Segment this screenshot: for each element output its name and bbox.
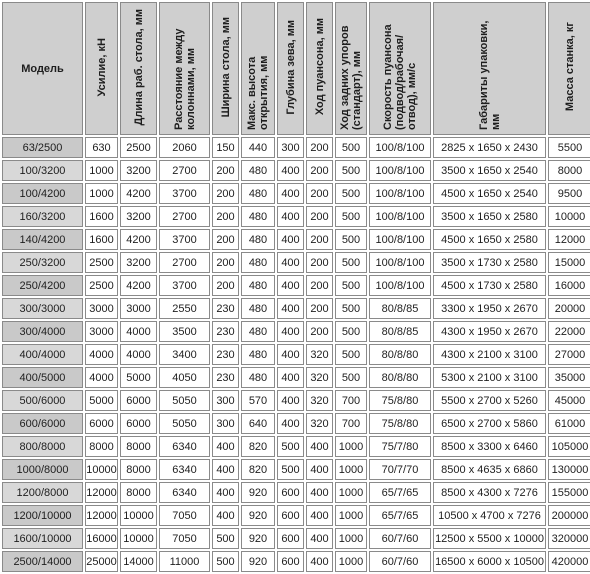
cell-max-open-height: 480 [241,298,275,319]
header-machine-mass: Масса станка, кг [548,2,590,135]
cell-throat-depth: 400 [277,229,304,250]
cell-table-length: 8000 [120,459,157,480]
cell-max-open-height: 480 [241,344,275,365]
cell-machine-mass: 20000 [548,298,590,319]
cell-table-length: 3200 [120,160,157,181]
cell-max-open-height: 480 [241,160,275,181]
cell-force: 630 [85,137,118,158]
table-row [2,413,590,434]
cell-punch-speed: 70/7/70 [369,459,431,480]
cell-model: 600/6000 [2,413,83,434]
cell-table-width: 300 [212,390,239,411]
table-row [2,436,590,457]
cell-machine-mass: 16000 [548,275,590,296]
cell-package-dimensions: 3300 x 1950 x 2670 [433,298,546,319]
cell-table-width: 200 [212,275,239,296]
cell-table-length: 8000 [120,436,157,457]
cell-machine-mass: 35000 [548,367,590,388]
cell-punch-stroke: 200 [306,160,333,181]
cell-throat-depth: 400 [277,390,304,411]
cell-package-dimensions: 16500 x 6000 x 10500 [433,551,546,572]
cell-column-distance: 2700 [159,206,210,227]
cell-punch-speed: 80/8/85 [369,321,431,342]
cell-table-width: 200 [212,183,239,204]
cell-throat-depth: 400 [277,160,304,181]
cell-max-open-height: 820 [241,436,275,457]
cell-punch-speed: 75/8/80 [369,413,431,434]
cell-table-width: 230 [212,344,239,365]
cell-punch-speed: 100/8/100 [369,206,431,227]
cell-machine-mass: 105000 [548,436,590,457]
cell-throat-depth: 400 [277,183,304,204]
cell-backgauge-travel: 500 [335,183,367,204]
header-max-open-height: Макс. высота открытия, мм [241,2,275,135]
cell-backgauge-travel: 500 [335,275,367,296]
cell-model: 250/4200 [2,275,83,296]
cell-machine-mass: 155000 [548,482,590,503]
cell-column-distance: 7050 [159,505,210,526]
header-throat-depth: Глубина зева, мм [277,2,304,135]
cell-package-dimensions: 5300 x 2100 x 3100 [433,367,546,388]
cell-table-length: 3200 [120,252,157,273]
cell-punch-stroke: 200 [306,229,333,250]
header-punch-stroke: Ход пуансона, мм [306,2,333,135]
cell-table-width: 200 [212,206,239,227]
cell-package-dimensions: 4500 x 1650 x 2540 [433,183,546,204]
cell-force: 4000 [85,344,118,365]
cell-machine-mass: 8000 [548,160,590,181]
cell-package-dimensions: 6500 x 2700 x 5860 [433,413,546,434]
cell-machine-mass: 130000 [548,459,590,480]
cell-table-width: 230 [212,298,239,319]
cell-punch-stroke: 200 [306,183,333,204]
cell-column-distance: 6340 [159,482,210,503]
cell-punch-speed: 80/8/80 [369,344,431,365]
cell-model: 1000/8000 [2,459,83,480]
cell-throat-depth: 600 [277,551,304,572]
table-row [2,137,590,158]
cell-machine-mass: 22000 [548,321,590,342]
cell-machine-mass: 420000 [548,551,590,572]
cell-table-width: 400 [212,505,239,526]
cell-force: 16000 [85,528,118,549]
cell-backgauge-travel: 1000 [335,528,367,549]
cell-model: 100/3200 [2,160,83,181]
cell-model: 300/3000 [2,298,83,319]
cell-package-dimensions: 4300 x 1950 x 2670 [433,321,546,342]
cell-backgauge-travel: 500 [335,344,367,365]
header-column-distance: Расстояние между колоннами, мм [159,2,210,135]
cell-column-distance: 3700 [159,183,210,204]
cell-table-width: 300 [212,413,239,434]
cell-column-distance: 3700 [159,275,210,296]
cell-throat-depth: 400 [277,252,304,273]
cell-punch-speed: 100/8/100 [369,160,431,181]
cell-punch-speed: 100/8/100 [369,137,431,158]
cell-backgauge-travel: 700 [335,413,367,434]
cell-force: 2500 [85,252,118,273]
cell-model: 2500/14000 [2,551,83,572]
cell-punch-speed: 65/7/65 [369,482,431,503]
cell-machine-mass: 12000 [548,229,590,250]
cell-model: 400/4000 [2,344,83,365]
cell-table-length: 10000 [120,505,157,526]
cell-force: 12000 [85,505,118,526]
cell-table-width: 150 [212,137,239,158]
table-row [2,298,590,319]
cell-table-width: 400 [212,459,239,480]
cell-punch-stroke: 400 [306,436,333,457]
cell-throat-depth: 300 [277,137,304,158]
cell-force: 12000 [85,482,118,503]
cell-punch-speed: 80/8/80 [369,367,431,388]
cell-max-open-height: 920 [241,505,275,526]
cell-package-dimensions: 8500 x 3300 x 6460 [433,436,546,457]
cell-column-distance: 3400 [159,344,210,365]
cell-table-length: 4000 [120,321,157,342]
cell-throat-depth: 600 [277,528,304,549]
cell-punch-stroke: 320 [306,390,333,411]
cell-table-width: 200 [212,252,239,273]
cell-table-length: 4200 [120,275,157,296]
cell-backgauge-travel: 500 [335,298,367,319]
cell-model: 400/5000 [2,367,83,388]
table-row [2,482,590,503]
cell-model: 1200/10000 [2,505,83,526]
cell-table-length: 8000 [120,482,157,503]
cell-machine-mass: 10000 [548,206,590,227]
cell-table-length: 6000 [120,413,157,434]
cell-model: 1200/8000 [2,482,83,503]
table-row [2,160,590,181]
cell-punch-stroke: 400 [306,528,333,549]
cell-package-dimensions: 10500 x 4700 x 7276 [433,505,546,526]
cell-force: 6000 [85,413,118,434]
cell-backgauge-travel: 1000 [335,482,367,503]
cell-machine-mass: 200000 [548,505,590,526]
cell-punch-stroke: 400 [306,505,333,526]
table-row [2,229,590,250]
cell-max-open-height: 920 [241,528,275,549]
cell-throat-depth: 600 [277,482,304,503]
cell-punch-stroke: 200 [306,298,333,319]
cell-machine-mass: 45000 [548,390,590,411]
cell-punch-speed: 60/7/60 [369,551,431,572]
cell-punch-stroke: 400 [306,551,333,572]
cell-max-open-height: 920 [241,482,275,503]
cell-backgauge-travel: 1000 [335,459,367,480]
cell-table-length: 14000 [120,551,157,572]
cell-throat-depth: 400 [277,275,304,296]
cell-force: 1000 [85,183,118,204]
cell-backgauge-travel: 500 [335,137,367,158]
cell-package-dimensions: 4500 x 1650 x 2580 [433,229,546,250]
cell-model: 160/3200 [2,206,83,227]
cell-backgauge-travel: 700 [335,390,367,411]
cell-package-dimensions: 4500 x 1730 x 2580 [433,275,546,296]
cell-package-dimensions: 8500 x 4635 x 6860 [433,459,546,480]
cell-punch-stroke: 200 [306,252,333,273]
cell-backgauge-travel: 500 [335,206,367,227]
table-row [2,275,590,296]
cell-package-dimensions: 3500 x 1650 x 2540 [433,160,546,181]
cell-punch-speed: 75/7/80 [369,436,431,457]
header-table-width: Ширина стола, мм [212,2,239,135]
cell-model: 1600/10000 [2,528,83,549]
cell-column-distance: 2700 [159,160,210,181]
cell-table-width: 230 [212,367,239,388]
cell-machine-mass: 61000 [548,413,590,434]
cell-throat-depth: 400 [277,206,304,227]
table-row [2,344,590,365]
cell-table-length: 3000 [120,298,157,319]
cell-punch-speed: 75/8/80 [369,390,431,411]
header-model: Модель [2,2,83,135]
table-row [2,183,590,204]
cell-punch-stroke: 200 [306,321,333,342]
cell-table-length: 4200 [120,183,157,204]
cell-table-width: 400 [212,436,239,457]
header-backgauge-travel: Ход задних упоров (стандарт), мм [335,2,367,135]
cell-column-distance: 5050 [159,390,210,411]
cell-package-dimensions: 3500 x 1650 x 2580 [433,206,546,227]
cell-machine-mass: 27000 [548,344,590,365]
cell-max-open-height: 480 [241,229,275,250]
cell-throat-depth: 500 [277,436,304,457]
cell-machine-mass: 9500 [548,183,590,204]
cell-max-open-height: 480 [241,321,275,342]
cell-max-open-height: 480 [241,252,275,273]
cell-backgauge-travel: 1000 [335,551,367,572]
cell-backgauge-travel: 1000 [335,505,367,526]
cell-table-length: 2500 [120,137,157,158]
cell-column-distance: 6340 [159,436,210,457]
header-table-length: Длина раб. стола, мм [120,2,157,135]
cell-package-dimensions: 4300 x 2100 x 3100 [433,344,546,365]
cell-column-distance: 3700 [159,229,210,250]
cell-max-open-height: 480 [241,206,275,227]
cell-force: 8000 [85,436,118,457]
cell-punch-stroke: 200 [306,275,333,296]
cell-force: 1600 [85,206,118,227]
cell-column-distance: 4050 [159,367,210,388]
cell-max-open-height: 480 [241,183,275,204]
cell-force: 3000 [85,298,118,319]
cell-max-open-height: 640 [241,413,275,434]
cell-table-width: 400 [212,482,239,503]
cell-model: 800/8000 [2,436,83,457]
cell-punch-stroke: 200 [306,137,333,158]
table-row [2,505,590,526]
cell-column-distance: 5050 [159,413,210,434]
cell-punch-stroke: 320 [306,344,333,365]
cell-model: 250/3200 [2,252,83,273]
cell-force: 1600 [85,229,118,250]
cell-table-width: 500 [212,528,239,549]
cell-force: 25000 [85,551,118,572]
cell-column-distance: 7050 [159,528,210,549]
cell-column-distance: 3500 [159,321,210,342]
cell-force: 4000 [85,367,118,388]
cell-table-width: 200 [212,160,239,181]
cell-table-width: 230 [212,321,239,342]
cell-punch-stroke: 320 [306,367,333,388]
cell-table-width: 500 [212,551,239,572]
header-row [2,2,590,135]
header-punch-speed: Скорость пуансона (подвод/рабочая/отвод), мм/с [369,2,431,135]
table-row [2,252,590,273]
cell-machine-mass: 320000 [548,528,590,549]
cell-package-dimensions: 12500 x 5500 x 10000 [433,528,546,549]
cell-throat-depth: 400 [277,344,304,365]
table-row [2,459,590,480]
cell-package-dimensions: 2825 x 1650 x 2430 [433,137,546,158]
header-package-dimensions: Габариты упаковки, мм [433,2,546,135]
cell-punch-stroke: 400 [306,482,333,503]
cell-max-open-height: 480 [241,275,275,296]
cell-force: 10000 [85,459,118,480]
cell-model: 300/4000 [2,321,83,342]
cell-table-length: 4000 [120,344,157,365]
table-row [2,390,590,411]
cell-table-length: 4200 [120,229,157,250]
spec-table-body [2,137,590,572]
table-row [2,367,590,388]
cell-force: 5000 [85,390,118,411]
cell-package-dimensions: 3500 x 1730 x 2580 [433,252,546,273]
cell-backgauge-travel: 500 [335,229,367,250]
cell-punch-speed: 60/7/60 [369,528,431,549]
cell-max-open-height: 480 [241,367,275,388]
cell-punch-stroke: 400 [306,459,333,480]
cell-max-open-height: 820 [241,459,275,480]
cell-force: 3000 [85,321,118,342]
cell-punch-stroke: 200 [306,206,333,227]
table-row [2,321,590,342]
cell-throat-depth: 500 [277,459,304,480]
cell-force: 2500 [85,275,118,296]
cell-model: 100/4200 [2,183,83,204]
cell-punch-stroke: 320 [306,413,333,434]
cell-model: 500/6000 [2,390,83,411]
header-force: Усилие, кН [85,2,118,135]
cell-punch-speed: 80/8/85 [369,298,431,319]
cell-column-distance: 6340 [159,459,210,480]
cell-throat-depth: 400 [277,321,304,342]
table-row [2,528,590,549]
cell-max-open-height: 920 [241,551,275,572]
cell-punch-speed: 100/8/100 [369,275,431,296]
cell-table-length: 3200 [120,206,157,227]
cell-column-distance: 2700 [159,252,210,273]
cell-punch-speed: 100/8/100 [369,252,431,273]
cell-punch-speed: 100/8/100 [369,229,431,250]
cell-throat-depth: 400 [277,367,304,388]
cell-machine-mass: 15000 [548,252,590,273]
cell-table-length: 10000 [120,528,157,549]
cell-throat-depth: 400 [277,298,304,319]
cell-table-length: 5000 [120,367,157,388]
cell-table-length: 6000 [120,390,157,411]
cell-backgauge-travel: 500 [335,321,367,342]
cell-max-open-height: 570 [241,390,275,411]
cell-force: 1000 [85,160,118,181]
cell-backgauge-travel: 1000 [335,436,367,457]
cell-column-distance: 2550 [159,298,210,319]
cell-package-dimensions: 5500 x 2700 x 5260 [433,390,546,411]
cell-column-distance: 2060 [159,137,210,158]
cell-model: 63/2500 [2,137,83,158]
cell-throat-depth: 400 [277,413,304,434]
table-row [2,206,590,227]
cell-column-distance: 11000 [159,551,210,572]
cell-package-dimensions: 8500 x 4300 x 7276 [433,482,546,503]
cell-table-width: 200 [212,229,239,250]
cell-machine-mass: 5500 [548,137,590,158]
cell-model: 140/4200 [2,229,83,250]
cell-throat-depth: 600 [277,505,304,526]
cell-backgauge-travel: 500 [335,367,367,388]
cell-backgauge-travel: 500 [335,252,367,273]
cell-backgauge-travel: 500 [335,160,367,181]
cell-max-open-height: 440 [241,137,275,158]
cell-punch-speed: 65/7/65 [369,505,431,526]
cell-punch-speed: 100/8/100 [369,183,431,204]
